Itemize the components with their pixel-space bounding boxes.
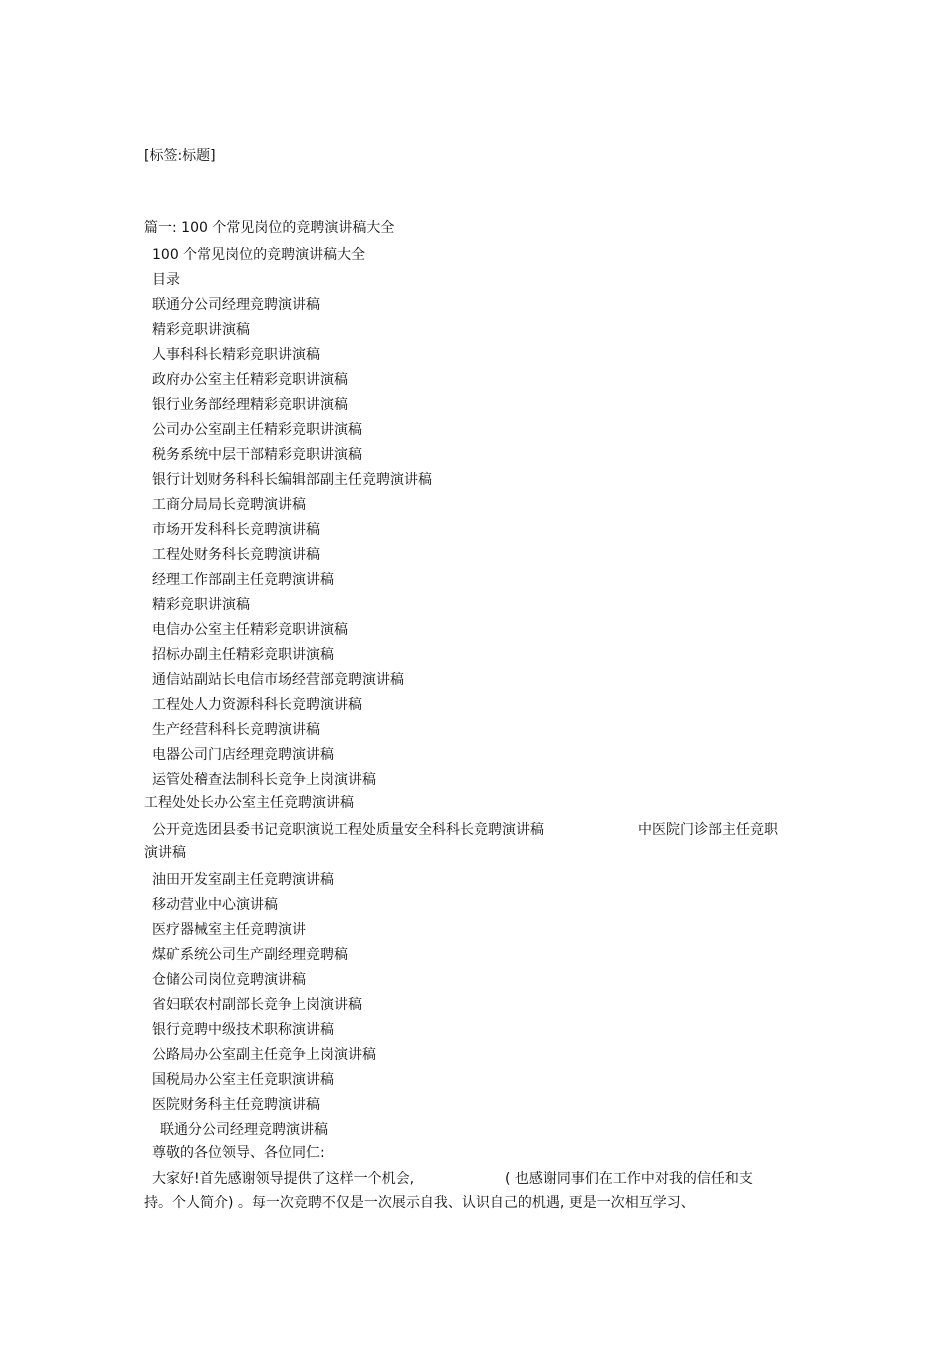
toc-item: 银行业务部经理精彩竞职讲演稿 xyxy=(152,397,348,413)
toc-label: 目录 xyxy=(152,272,180,288)
toc-item: 运管处稽查法制科长竞争上岗演讲稿 xyxy=(152,772,376,788)
toc-item: 公司办公室副主任精彩竞职讲演稿 xyxy=(152,422,362,438)
toc-item: 国税局办公室主任竞职演讲稿 xyxy=(152,1072,334,1088)
toc-item: 仓储公司岗位竞聘演讲稿 xyxy=(152,972,306,988)
toc-item: 电信办公室主任精彩竞职讲演稿 xyxy=(152,622,348,638)
speech-greeting: 尊敬的各位领导、各位同仁: xyxy=(152,1145,325,1161)
tag-label: [标签:标题] xyxy=(144,148,216,164)
toc-item: 工程处财务科长竞聘演讲稿 xyxy=(152,547,320,563)
speech-paragraph: ( 也感谢同事们在工作中对我的信任和支 xyxy=(505,1171,753,1187)
toc-item: 油田开发室副主任竞聘演讲稿 xyxy=(152,872,334,888)
toc-item: 通信站副站长电信市场经营部竞聘演讲稿 xyxy=(152,672,404,688)
toc-item: 联通分公司经理竞聘演讲稿 xyxy=(152,297,320,313)
toc-item: 医院财务科主任竞聘演讲稿 xyxy=(152,1097,320,1113)
document-heading: 篇一: 100 个常见岗位的竞聘演讲稿大全 xyxy=(144,220,395,236)
toc-item: 政府办公室主任精彩竞职讲演稿 xyxy=(152,372,348,388)
toc-item: 招标办副主任精彩竞职讲演稿 xyxy=(152,647,334,663)
toc-item: 人事科科长精彩竞职讲演稿 xyxy=(152,347,320,363)
toc-item: 医疗器械室主任竞聘演讲 xyxy=(152,922,306,938)
toc-item: 公开竞选团县委书记竞职演说工程处质量安全科科长竞聘演讲稿 xyxy=(152,822,544,838)
speech-title: 联通分公司经理竞聘演讲稿 xyxy=(160,1122,328,1138)
toc-item: 煤矿系统公司生产副经理竞聘稿 xyxy=(152,947,348,963)
toc-item: 市场开发科科长竞聘演讲稿 xyxy=(152,522,320,538)
speech-paragraph: 持。个人简介) 。每一次竞聘不仅是一次展示自我、认识自己的机遇, 更是一次相互学习、 xyxy=(144,1195,695,1211)
toc-item: 移动营业中心演讲稿 xyxy=(152,897,278,913)
toc-item: 银行竞聘中级技术职称演讲稿 xyxy=(152,1022,334,1038)
toc-item: 中医院门诊部主任竞职 xyxy=(638,822,778,838)
toc-item: 电器公司门店经理竞聘演讲稿 xyxy=(152,747,334,763)
toc-item: 银行计划财务科科长编辑部副主任竞聘演讲稿 xyxy=(152,472,432,488)
toc-item: 税务系统中层干部精彩竞职讲演稿 xyxy=(152,447,362,463)
toc-item: 省妇联农村副部长竞争上岗演讲稿 xyxy=(152,997,362,1013)
toc-item: 生产经营科科长竞聘演讲稿 xyxy=(152,722,320,738)
toc-item: 工程处处长办公室主任竞聘演讲稿 xyxy=(144,795,354,811)
toc-item: 经理工作部副主任竞聘演讲稿 xyxy=(152,572,334,588)
toc-item-continuation: 演讲稿 xyxy=(144,845,186,861)
toc-item: 精彩竞职讲演稿 xyxy=(152,597,250,613)
toc-item: 精彩竞职讲演稿 xyxy=(152,322,250,338)
document-subtitle: 100 个常见岗位的竞聘演讲稿大全 xyxy=(152,247,366,263)
toc-item: 公路局办公室副主任竞争上岗演讲稿 xyxy=(152,1047,376,1063)
speech-paragraph: 大家好!首先感谢领导提供了这样一个机会, xyxy=(152,1171,415,1187)
toc-item: 工商分局局长竞聘演讲稿 xyxy=(152,497,306,513)
toc-item: 工程处人力资源科科长竞聘演讲稿 xyxy=(152,697,362,713)
